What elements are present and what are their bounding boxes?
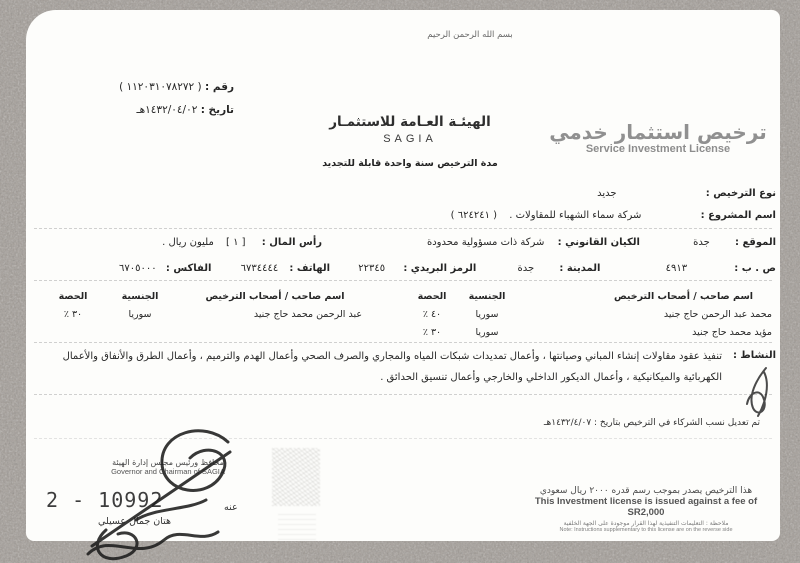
license-type-row: [597, 188, 776, 199]
official-stamp-faint: [272, 448, 320, 506]
contact-row: [119, 263, 776, 274]
capital-value: [ ١ ]: [225, 237, 246, 248]
stamp-number: 2 - 10992: [46, 488, 164, 512]
pobox-value: ٤٩١٣: [665, 263, 688, 274]
city-label: المدينة :: [559, 263, 601, 274]
location-field: [693, 237, 776, 248]
ref-date-value: ١٤٣٢/٠٤/٠٢هـ: [136, 104, 198, 116]
bismillah-text: بسم الله الرحمن الرحيم: [427, 30, 513, 40]
owner-name-cell: عبد الرحمن محمد حاج جنيد: [253, 309, 362, 320]
official-stamp-faint-lines: [278, 510, 316, 540]
location-label: الموقع :: [734, 237, 776, 248]
pobox-label: ص . ب :: [734, 263, 776, 274]
ref-number-label: رقم :: [204, 81, 234, 93]
license-logo: [538, 120, 778, 155]
owner-name-cell: محمد عبد الرحمن حاج جنيد: [663, 309, 772, 320]
nationality-cell: سوريا: [475, 327, 499, 338]
governor-title-english: Governor and Chairman of SAGIA: [111, 467, 225, 476]
owner-name-cell: مؤيد محمد حاج جنيد: [692, 327, 772, 338]
nationality-cell: سوريا: [128, 309, 152, 320]
nationality-header: الجنسية: [121, 291, 159, 302]
signature-scribble: [78, 412, 264, 563]
project-number: ( ٦٢٤٢٤١ ): [450, 210, 498, 221]
owners-left-nationality-column: [116, 288, 164, 324]
fee-note-arabic: هذا الترخيص يصدر بموجب رسم قدره ٢٠٠٠ ريال سعودي: [539, 486, 753, 496]
footer-note-arabic: ملاحظة : التعليمات التنفيذية لهذا القرار موجودة على الجهة الخلفية: [563, 520, 729, 527]
separator: [34, 394, 772, 395]
license-type-value: جديد: [597, 188, 617, 199]
owners-right-nationality-column: [462, 288, 512, 342]
legal-entity-value: شركة ذات مسؤولية محدودة: [426, 237, 545, 248]
project-name-row: [451, 210, 776, 221]
phone-label: الهاتف :: [289, 263, 331, 274]
capital-field: [162, 237, 322, 248]
share-cell: ٣٠ ٪: [63, 309, 83, 320]
phone-value: ٦٧٣٤٤٤٤: [240, 263, 279, 274]
owners-left-name-column: [188, 288, 362, 324]
legal-entity-field: [427, 237, 640, 248]
license-duration-note: مدة الترخيص سنة واحدة قابلة للتجديد: [322, 158, 498, 169]
activity-label: النشاط :: [732, 350, 776, 361]
authority-header: [298, 114, 522, 169]
fee-note-english: This Investment license is issued against a fee of SR2,000: [534, 496, 758, 518]
governor-title-arabic: محافظ ورئيس مجلس إدارة الهيئة: [112, 458, 224, 467]
footer-note-english: Note: Instructions supplementary to this license are on the reverse side: [559, 527, 733, 533]
postal-code-label: الرمز البريدي :: [403, 263, 477, 274]
amendment-note: تم تعديل نسب الشركاء في الترخيص بتاريخ : ١٤٣٢/٤/٠٧هـ: [543, 418, 760, 428]
nationality-header: الجنسية: [468, 291, 506, 302]
activity-text: تنفيذ عقود مقاولات إنشاء المباني وصيانتها ، وأعمال تمديدات شبكات المياه والمجاري والصرف الصحي وأعمال الهدم والترميم ، وأعمال الطرق والأنفاق والأعمال الكهربائية والميكانيكية ، وأعمال الديكور الداخلي والخارجي وأعمال تنسيق الحدائق .: [62, 351, 722, 383]
project-name-label: اسم المشروع :: [700, 210, 776, 221]
city-value: جدة: [517, 263, 535, 274]
share-header: الحصة: [417, 291, 447, 302]
ref-date-label: تاريخ :: [200, 104, 234, 116]
sagia-wordmark: SAGIA: [383, 133, 437, 145]
owners-right-share-column: [410, 288, 454, 342]
ref-number-line: [54, 76, 234, 99]
capital-label: رأس المال :: [261, 237, 322, 248]
fax-value: ٦٧٠٥٠٠٠: [119, 263, 157, 274]
capital-unit: مليون ريال .: [162, 237, 214, 248]
share-cell: ٤٠ ٪: [422, 309, 442, 320]
footer-note-block: [528, 520, 764, 533]
reference-block: [54, 76, 234, 122]
on-behalf-label: عنه: [224, 502, 238, 513]
owners-right-name-column: [595, 288, 772, 342]
owner-name-header: اسم صاحب / أصحاب الترخيص: [613, 291, 754, 302]
authority-name-arabic: الهيئـة العـامة للاستثمـار: [329, 114, 491, 130]
document-page: [26, 10, 780, 541]
share-cell: ٣٠ ٪: [422, 327, 442, 338]
owner-name-header: اسم صاحب / أصحاب الترخيص: [205, 291, 345, 302]
legal-entity-label: الكيان القانوني :: [557, 237, 640, 248]
margin-initial-signature: [736, 362, 778, 434]
license-type-label: نوع الترخيص :: [705, 188, 776, 199]
ref-number-value: ( ١١٢٠٣١٠٧٨٢٧٢ ): [119, 81, 202, 93]
separator: [34, 342, 772, 343]
nationality-cell: سوريا: [475, 309, 499, 320]
postal-code-value: ٢٢٣٤٥: [358, 263, 386, 274]
fax-label: الفاكس :: [165, 263, 212, 274]
separator: [34, 280, 772, 281]
separator: [34, 228, 772, 229]
share-header: الحصة: [58, 291, 88, 302]
license-logo-arabic: ترخيص استثمار خدمي: [549, 120, 767, 144]
location-value: جدة: [693, 237, 710, 248]
license-logo-english: Service Investment License: [585, 143, 731, 155]
fee-note-block: [520, 486, 772, 518]
ref-date-line: [54, 99, 234, 122]
project-name-value: شركة سماء الشهباء للمقاولات .: [509, 210, 642, 221]
signer-name: هتان جمال عسيلي: [98, 516, 172, 527]
owners-left-share-column: [52, 288, 94, 324]
